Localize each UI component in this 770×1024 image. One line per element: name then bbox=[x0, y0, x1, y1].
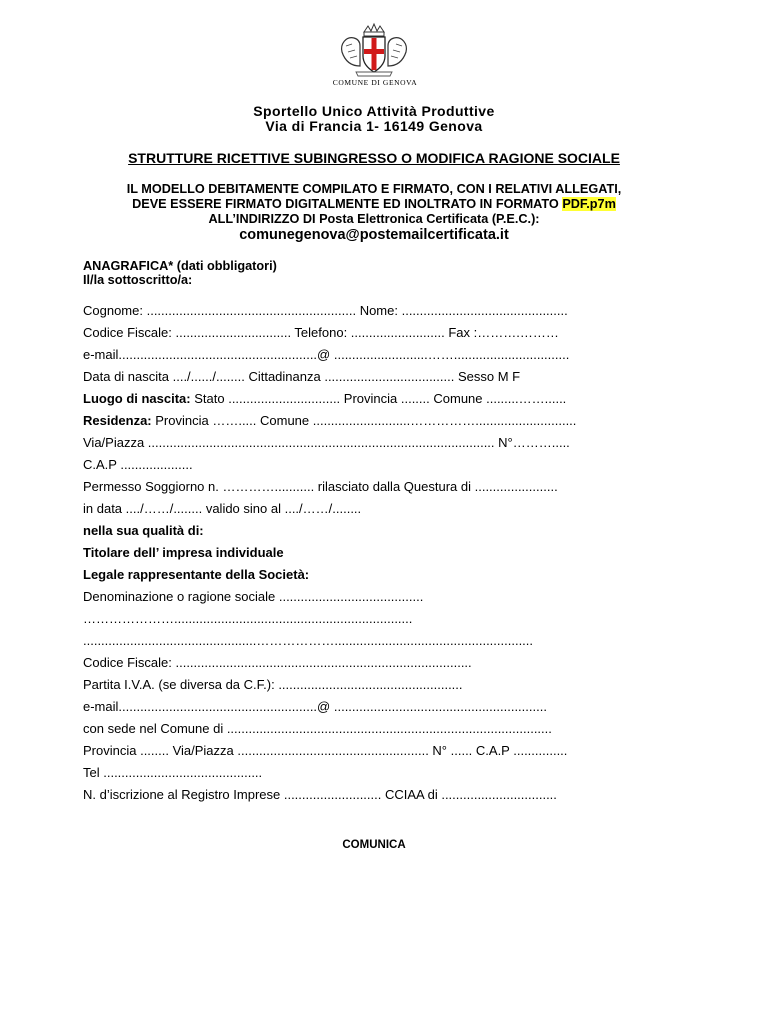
codice-fiscale-societa-field[interactable]: Codice Fiscale: .................................................................................. bbox=[83, 655, 472, 670]
denominazione-field[interactable]: Denominazione o ragione sociale ........................................ bbox=[83, 589, 424, 604]
residenza-field[interactable] bbox=[83, 414, 683, 436]
titolare-option[interactable]: Titolare dell’ impresa individuale bbox=[83, 545, 284, 560]
office-address bbox=[60, 104, 688, 134]
sottoscritto-label: Il/la sottoscritto/a: bbox=[83, 273, 193, 287]
email-field[interactable]: e-mail.......................................................@ ..........................……................................ bbox=[83, 347, 570, 362]
email-societa-field[interactable]: e-mail.......................................................@ ........................................................... bbox=[83, 699, 547, 714]
format-highlight: PDF.p7m bbox=[562, 197, 616, 211]
sede-comune-field[interactable]: con sede nel Comune di .......................................................................................... bbox=[83, 721, 552, 736]
luogo-nascita-label: Luogo di nascita: bbox=[83, 391, 191, 406]
cap-field[interactable]: C.A.P .................... bbox=[83, 457, 193, 472]
permesso-soggiorno-field[interactable]: Permesso Soggiorno n. …………........... rilasciato dalla Questura di ....................... bbox=[83, 479, 558, 494]
notice-line-2-text: DEVE ESSERE FIRMATO DIGITALMENTE ED INOLTRATO IN FORMATO bbox=[132, 197, 563, 211]
pec-email-address: comunegenova@postemailcertificata.it bbox=[239, 227, 509, 243]
anagrafica-title: ANAGRAFICA* (dati obbligatori) bbox=[83, 259, 277, 273]
cognome-nome-field[interactable]: Cognome: .......................................................... Nome: .............................................. bbox=[83, 303, 568, 318]
office-name: Sportello Unico Attività Produttive bbox=[253, 103, 495, 119]
notice-line-1: IL MODELLO DEBITAMENTE COMPILATO E FIRMATO, CON I RELATIVI ALLEGATI, bbox=[126, 182, 622, 196]
notice-line-3: ALL’INDIRIZZO DI Posta Elettronica Certificata (P.E.C.): bbox=[208, 212, 540, 226]
submission-notice bbox=[60, 182, 688, 244]
anagrafica-heading bbox=[83, 259, 277, 287]
denominazione-continuation-2[interactable]: ................................................………………....................................................... bbox=[83, 633, 534, 648]
office-street: Via di Francia 1- 16149 Genova bbox=[265, 118, 483, 134]
document-title: STRUTTURE RICETTIVE SUBINGRESSO O MODIFICA RAGIONE SOCIALE bbox=[128, 150, 620, 166]
permesso-validita-field[interactable]: in data ..../……/........ valido sino al ..../……/........ bbox=[83, 501, 362, 516]
codice-fiscale-field[interactable]: Codice Fiscale: ................................ Telefono: .......................... Fax :……….……… bbox=[83, 325, 559, 340]
legale-rappresentante-option[interactable]: Legale rappresentante della Società: bbox=[83, 567, 310, 582]
luogo-nascita-value: Stato ............................... Provincia ........ Comune .........……...... bbox=[190, 391, 567, 406]
tel-field[interactable]: Tel ............................................ bbox=[83, 765, 263, 780]
partita-iva-field[interactable]: Partita I.V.A. (se diversa da C.F.): ................................................... bbox=[83, 677, 463, 692]
luogo-nascita-field[interactable] bbox=[83, 392, 683, 414]
crest-caption: COMUNE DI GENOVA bbox=[332, 78, 418, 87]
denominazione-continuation-1[interactable]: ………………….................................................................. bbox=[83, 611, 413, 626]
comunica-heading: COMUNICA bbox=[342, 839, 406, 851]
via-piazza-field[interactable]: Via/Piazza ................................................................................................ N°………..... bbox=[83, 435, 570, 450]
registro-imprese-field[interactable]: N. d’iscrizione al Registro Imprese ........................... CCIAA di ................................ bbox=[83, 787, 557, 802]
notice-line-2 bbox=[60, 197, 688, 212]
provincia-via-field[interactable]: Provincia ........ Via/Piazza ..................................................... N° ...... C.A.P ............... bbox=[83, 743, 568, 758]
registry-form bbox=[83, 304, 683, 810]
genova-coat-of-arms-icon bbox=[338, 22, 410, 78]
residenza-label: Residenza: bbox=[83, 413, 152, 428]
qualita-label: nella sua qualità di: bbox=[83, 523, 204, 538]
data-nascita-field[interactable]: Data di nascita ..../....../........ Cittadinanza .................................... Sesso M F bbox=[83, 369, 521, 384]
residenza-value: Provincia ……..... Comune ...........................……………............................ bbox=[151, 413, 577, 428]
